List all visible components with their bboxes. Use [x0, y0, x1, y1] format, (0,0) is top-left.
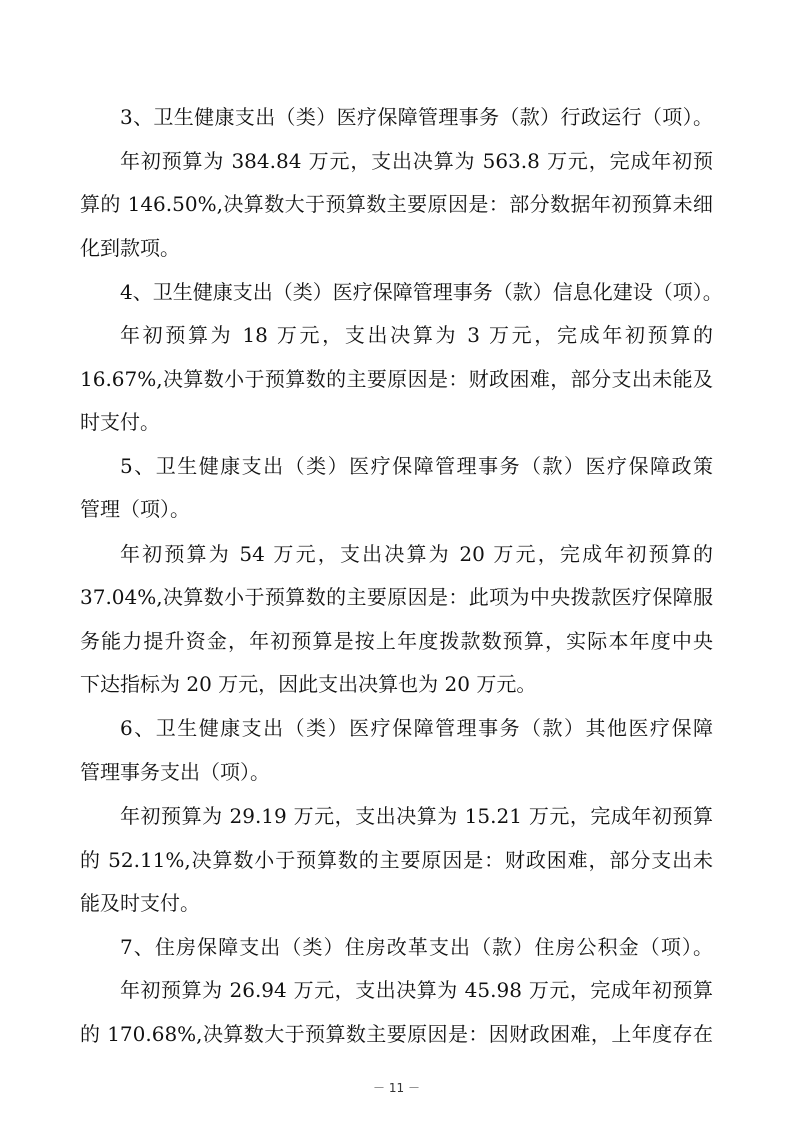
- paragraph-5-heading-cont: 管理（项）。: [80, 497, 190, 521]
- paragraph-4-line-3: 时支付。: [80, 410, 160, 434]
- paragraph-5-line-4: 下达指标为 20 万元，因此支出决算也为 20 万元。: [80, 672, 537, 696]
- paragraph-3-line-2: 算的 146.50%,决算数大于预算数主要原因是：部分数据年初预算未细: [80, 192, 713, 216]
- paragraph-6-heading: 6、卫生健康支出（类）医疗保障管理事务（款）其他医疗保障: [120, 716, 713, 740]
- paragraph-6-heading-cont: 管理事务支出（项）。: [80, 760, 270, 784]
- paragraph-3-line-3: 化到款项。: [80, 236, 180, 260]
- paragraph-6-line-3: 能及时支付。: [80, 891, 200, 915]
- paragraph-5-line-1: 年初预算为 54 万元，支出决算为 20 万元，完成年初预算的: [120, 542, 713, 566]
- page-number: － 11 －: [373, 1081, 420, 1095]
- paragraph-5-line-3: 务能力提升资金，年初预算是按上年度拨款数预算，实际本年度中央: [80, 629, 713, 653]
- paragraph-3-line-1: 年初预算为 384.84 万元，支出决算为 563.8 万元，完成年初预: [120, 149, 713, 173]
- paragraph-6-line-1: 年初预算为 29.19 万元，支出决算为 15.21 万元，完成年初预算: [120, 804, 713, 828]
- paragraph-7-line-2: 的 170.68%,决算数大于预算数主要原因是：因财政困难，上年度存在: [80, 1022, 713, 1046]
- paragraph-3-heading: 3、卫生健康支出（类）医疗保障管理事务（款）行政运行（项）。: [120, 105, 713, 129]
- paragraph-6-line-2: 的 52.11%,决算数小于预算数的主要原因是：财政困难，部分支出未: [80, 848, 713, 872]
- paragraph-7-line-1: 年初预算为 26.94 万元，支出决算为 45.98 万元，完成年初预算: [120, 978, 713, 1002]
- paragraph-4-line-2: 16.67%,决算数小于预算数的主要原因是：财政困难，部分支出未能及: [80, 367, 713, 391]
- paragraph-7-heading: 7、住房保障支出（类）住房改革支出（款）住房公积金（项）。: [120, 935, 713, 959]
- paragraph-4-heading: 4、卫生健康支出（类）医疗保障管理事务（款）信息化建设（项）。: [120, 280, 723, 304]
- paragraph-4-line-1: 年初预算为 18 万元，支出决算为 3 万元，完成年初预算的: [120, 323, 713, 347]
- paragraph-5-heading: 5、卫生健康支出（类）医疗保障管理事务（款）医疗保障政策: [120, 454, 713, 478]
- paragraph-5-line-2: 37.04%,决算数小于预算数的主要原因是：此项为中央拨款医疗保障服: [80, 585, 713, 609]
